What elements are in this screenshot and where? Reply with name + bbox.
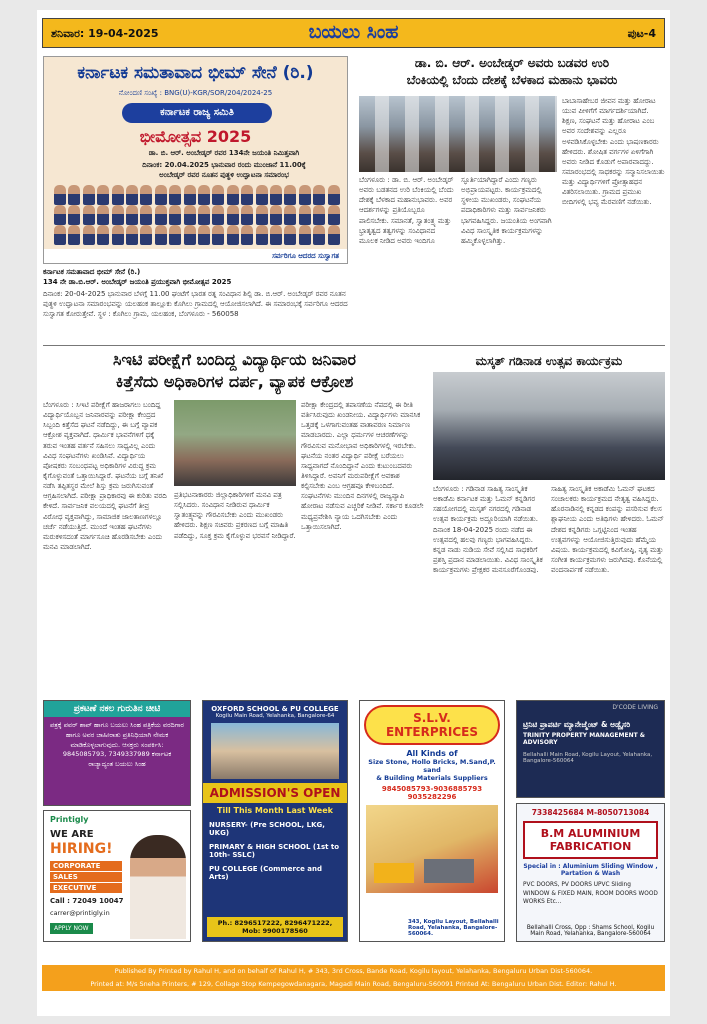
printigly-corporate: CORPORATE xyxy=(50,861,122,871)
poster-portrait xyxy=(227,185,239,205)
ad-id-card-notice xyxy=(43,700,191,806)
poster-portrait xyxy=(328,205,340,225)
poster-portrait xyxy=(112,185,124,205)
oxford-name: OXFORD SCHOOL & PU COLLEGE xyxy=(211,705,339,713)
story1-body: ದಿನಾಂಕ: 20-04-2025 ಭಾನುವಾರ ಬೆಳಗ್ಗೆ 11.00 ಘಂಟೆಗೆ ಭಾರತ ರತ್ನ ಸಂವಿಧಾನ ಶಿಲ್ಪಿ ಡಾ. ಬಿ.ಆರ್. ಅಂಬೇಡ್ಕರ್ ರವರ ನೂತನ ಪುತ್ಥಳಿ ಉದ್ಘಾಟನಾ ಸಮಾರಂಭವನ್ನು ಯಲಹಂಕ ತಾಲ್ಲೂಕು ಕೊಗಿಲು ಗ್ರಾಮದಲ್ಲಿ ಆಯೋಜಿಸಲಾಗಿದೆ. ಈ ಸಮಾರಂಭಕ್ಕೆ ಸರ್ವರಿಗೂ ಆದರದ ಸುಸ್ವಾಗತ ಕೋರುತ್ತೇವೆ. ಸ್ಥಳ : ಕೊಗಿಲು ಗ್ರಾಮ, ಯಲಹಂಕ, ಬೆಂಗಳೂರು - 560058 xyxy=(43,290,348,319)
poster-portrait xyxy=(155,225,167,245)
trinity-name-kannada: ಟ್ರಿನಿಟಿ ಪ್ರಾಪರ್ಟಿ ಮ್ಯಾನೇಜ್ಮೆಂಟ್ & ಅಡ್ವೈಸರಿ xyxy=(523,720,631,729)
poster-portrait xyxy=(184,205,196,225)
slv-suppliers: & Building Materials Suppliers xyxy=(376,774,488,782)
ad-oxford-school xyxy=(202,700,348,942)
story2-body-a: ಬೆಂಗಳೂರು : ಡಾ. ಬಿ. ಆರ್. ಅಂಬೇಡ್ಕರ್ ಅವರು ಬಡತನದ ಉರಿ ಬೆಂಕಿಯಲ್ಲಿ ಬೆಂದು ದೇಶಕ್ಕೆ ಬೆಳಕಾದ ಮಹಾನುಭಾವರು. ಅವರ ಆದರ್ಶಗಳನ್ನು ಪ್ರತಿಯೊಬ್ಬರೂ ಪಾಲಿಸಬೇಕು. ಸಮಾನತೆ, ಸ್ವಾತಂತ್ರ್ಯ ಮತ್ತು ಭ್ರಾತೃತ್ವದ ತತ್ವಗಳನ್ನು ಸಂವಿಧಾನದ ಮೂಲಕ ನೀಡಿದ ಅವರು ಇಂದಿಗೂ ಸ್ಫೂರ್ತಿಯಾಗಿದ್ದಾರೆ ಎಂದು ಗಣ್ಯರು ಅಭಿಪ್ರಾಯಪಟ್ಟರು. ಕಾರ್ಯಕ್ರಮದಲ್ಲಿ ಸ್ಥಳೀಯ ಮುಖಂಡರು, ಸಂಘಟನೆಯ ಪದಾಧಿಕಾರಿಗಳು ಮತ್ತು ಸಾರ್ವಜನಿಕರು ಭಾಗವಹಿಸಿದ್ದರು. ಜಯಂತಿಯ ಅಂಗವಾಗಿ ವಿವಿಧ ಸಾಂಸ್ಕೃತಿಕ ಕಾರ್ಯಕ್ರಮಗಳನ್ನು ಹಮ್ಮಿಕೊಳ್ಳಲಾಗಿತ್ತು. xyxy=(359,176,552,245)
poster-portrait xyxy=(212,205,224,225)
poster-portrait xyxy=(198,225,210,245)
poster-portrait xyxy=(155,185,167,205)
story4-body-b: ಸಾಹಿತ್ಯ ಸಾಂಸ್ಕೃತಿಕ ಅಕಾಡೆಮಿ ಓಮನ್ ಘಟಕದ ಸಂಚಾಲಕರು ಕಾರ್ಯಕ್ರಮದ ನೇತೃತ್ವ ವಹಿಸಿದ್ದರು. ಹೊರನಾಡಿನಲ್ಲಿ ಕನ್ನಡದ ಕಂಪನ್ನು ಪಸರಿಸುವ ಕೆಲಸ ಶ್ಲಾಘನೀಯ ಎಂದು ಅತಿಥಿಗಳು ಹೇಳಿದರು. ಓಮನ್ ದೇಶದ ಕನ್ನಡಿಗರು ಒಗ್ಗಟ್ಟಿನಿಂದ ಇಂತಹ ಉತ್ಸವಗಳನ್ನು ಆಯೋಜಿಸುತ್ತಿರುವುದು ಹೆಮ್ಮೆಯ ವಿಷಯ. ಕಾರ್ಯಕ್ರಮದಲ್ಲಿ ಕವಿಗೋಷ್ಠಿ, ನೃತ್ಯ ಮತ್ತು ಸಂಗೀತ ಕಾರ್ಯಕ್ರಮಗಳು ಜರುಗಿದವು. ಕೊನೆಯಲ್ಲಿ ವಂದನಾರ್ಪಣೆ ನಡೆಯಿತು. xyxy=(551,485,664,575)
trinity-name: TRINITY PROPERTY MANAGEMENT & ADVISORY xyxy=(523,732,646,746)
section-divider xyxy=(43,345,665,346)
poster-portrait xyxy=(313,185,325,205)
printigly-logo: Printigly xyxy=(50,815,89,824)
poster-portrait xyxy=(83,205,95,225)
story4-headline: ಮಸ್ಕತ್ ಗಡಿನಾಡ ಉತ್ಸವ ಕಾರ್ಯಕ್ರಮ xyxy=(475,354,623,368)
story3-headline-2: ಕಿತ್ತೆಸೆದು ಅಧಿಕಾರಿಗಳ ದರ್ಪ, ವ್ಯಾಪಕ ಆಕ್ರೋಶ xyxy=(115,372,354,391)
poster-portrait xyxy=(313,205,325,225)
poster-portrait xyxy=(284,225,296,245)
poster-portrait xyxy=(126,205,138,225)
story2-photo xyxy=(359,96,557,172)
story3-headline-1: ಸಿಇಟಿ ಪರೀಕ್ಷೆಗೆ ಬಂದಿದ್ದ ವಿದ್ಯಾರ್ಥಿಯ ಜನಿವಾರ xyxy=(113,350,356,369)
poster-portrait xyxy=(198,185,210,205)
bm-phones: 7338425684 M-8050713084 xyxy=(531,808,650,817)
poster-festival-title: ಭೀಮೋತ್ಸವ 2025 xyxy=(139,127,252,146)
ad-id-card-title: ಪ್ರಕಟಣೆ ನಕಲ ಗುರುತಿನ ಚೀಟಿ xyxy=(44,701,190,717)
printigly-sales: SALES xyxy=(50,872,122,882)
poster-portrait xyxy=(270,225,282,245)
poster-portrait xyxy=(328,185,340,205)
poster-portrait xyxy=(241,205,253,225)
story3-body-b: ಪ್ರತಿಭಟನಾಕಾರರು ಜಿಲ್ಲಾಧಿಕಾರಿಗಳಿಗೆ ಮನವಿ ಪತ್ರ ಸಲ್ಲಿಸಿದರು. ಸಂವಿಧಾನ ನೀಡಿರುವ ಧಾರ್ಮಿಕ ಸ್ವಾತಂತ್ರ್ಯವನ್ನು ಗೌರವಿಸಬೇಕು ಎಂದು ಮುಖಂಡರು ಹೇಳಿದರು. ಶಿಕ್ಷಣ ಸಚಿವರು ಪ್ರಕರಣದ ಬಗ್ಗೆ ಮಾಹಿತಿ ಪಡೆದಿದ್ದು, ಸೂಕ್ತ ಕ್ರಮ ಕೈಗೊಳ್ಳುವ ಭರವಸೆ ನೀಡಿದ್ದಾರೆ. xyxy=(174,491,296,540)
imprint-line-2: Printed at: M/s Sneha Printers, # 129, Collage Stop Kempegowdanagara, Magadi Main Road, Bengaluru-560091 Printed At: Bengaluru Urban Dist. Editor: Rahul H. xyxy=(90,980,617,988)
slv-name: S.L.V. ENTERPRICES xyxy=(364,705,500,745)
poster-portrait xyxy=(198,205,210,225)
poster-portrait xyxy=(313,225,325,245)
poster-portrait xyxy=(83,185,95,205)
story4-body-a: ಬೆಂಗಳೂರು : ಗಡಿನಾಡ ಸಾಹಿತ್ಯ ಸಾಂಸ್ಕೃತಿಕ ಅಕಾಡೆಮಿ ಕರ್ನಾಟಕ ಮತ್ತು ಓಮನ್ ಕನ್ನಡಿಗರ ಸಹಯೋಗದಲ್ಲಿ ಮಸ್ಕತ್ ನಗರದಲ್ಲಿ ಗಡಿನಾಡ ಉತ್ಸವ ಕಾರ್ಯಕ್ರಮ ಅದ್ದೂರಿಯಾಗಿ ನಡೆಯಿತು. ದಿನಾಂಕ 18-04-2025 ರಂದು ನಡೆದ ಈ ಉತ್ಸವದಲ್ಲಿ ಹಲವು ಗಣ್ಯರು ಭಾಗವಹಿಸಿದ್ದರು. ಕನ್ನಡ ನಾಡು ನುಡಿಯ ಸೇವೆ ಸಲ್ಲಿಸಿದ ಸಾಧಕರಿಗೆ ಪ್ರಶಸ್ತಿ ಪ್ರದಾನ ಮಾಡಲಾಯಿತು. ವಿವಿಧ ಸಾಂಸ್ಕೃತಿಕ ಕಾರ್ಯಕ್ರಮಗಳು ಪ್ರೇಕ್ಷಕರ ಮನಸೂರೆಗೊಂಡವು. xyxy=(433,485,543,575)
oxford-pu: PU COLLEGE (Commerce and Arts) xyxy=(209,865,322,881)
poster-portrait xyxy=(140,205,152,225)
poster-state-committee: ಕರ್ನಾಟಕ ರಾಜ್ಯ ಸಮಿತಿ xyxy=(122,103,272,123)
imprint-footer xyxy=(42,965,665,991)
ad-bm-aluminium xyxy=(516,803,665,942)
ad-slv-enterprices xyxy=(359,700,505,942)
poster-portrait xyxy=(126,185,138,205)
poster-portrait xyxy=(68,225,80,245)
poster-portrait xyxy=(169,225,181,245)
poster-portrait xyxy=(328,225,340,245)
poster-portrait xyxy=(97,225,109,245)
poster-portrait xyxy=(97,205,109,225)
poster-portrait xyxy=(97,185,109,205)
poster-portrait xyxy=(68,205,80,225)
poster-portrait xyxy=(184,225,196,245)
story3-photo xyxy=(174,400,296,486)
slv-phones: 9845085793-9036885793 xyxy=(381,785,483,793)
ad-id-card-body: ಪತ್ರಕ್ಕೆ ಪವರ್ ಶಾಪ್ ಹಾಗೂ ಬಯಲು ಸಿಂಹ ಪತ್ರಿಕೆಯ ವರದಿಗಾರ ಹಾಗೂ ಅವರ ಜಾಹೀರಾತು ಪ್ರತಿನಿಧಿಯಾಗಿ ನೇಮಕ ಮಾಡಿಕೊಳ್ಳಲಾಗುವುದು. ಆಸಕ್ತರು ಸಂಪರ್ಕಿಸಿ: 9845085793, 7349337989 ಕರ್ನಾಟಕ ರಾಜ್ಯಾದ್ಯಂತ ಬಯಲು ಸಿಂಹ xyxy=(50,721,184,768)
story2-headline-1: ಡಾ. ಬಿ. ಆರ್. ಅಂಬೇಡ್ಕರ್ ಅವರು ಬಡವರ ಉರಿ xyxy=(414,56,610,70)
newspaper-page xyxy=(37,10,670,1016)
oxford-nursery: NURSERY- (Pre SCHOOL, LKG, UKG) xyxy=(209,821,325,837)
poster-portrait xyxy=(299,185,311,205)
bm-items: PVC DOORS, PV DOORS UPVC Sliding WINDOW & FIXED MAIN, ROOM DOORS WOOD WORKS Etc... xyxy=(523,882,658,906)
poster-portrait xyxy=(256,225,268,245)
oxford-building-photo xyxy=(211,723,339,779)
masthead xyxy=(42,18,665,48)
printigly-email: carrer@printigly.in xyxy=(50,909,110,917)
poster-portrait xyxy=(284,205,296,225)
poster-portrait xyxy=(54,205,66,225)
oxford-phone: Ph.: 8296517222, 8296471222, xyxy=(217,919,333,927)
printigly-we-are: WE ARE xyxy=(50,829,94,840)
poster-portrait xyxy=(256,185,268,205)
slv-truck-image xyxy=(366,805,498,893)
poster-portrait xyxy=(227,205,239,225)
poster-portrait xyxy=(184,185,196,205)
poster-portrait xyxy=(155,205,167,225)
story2-headline-2: ಬೆಂಕಿಯಲ್ಲಿ ಬೆಂದು ದೇಶಕ್ಕೆ ಬೆಳಕಾದ ಮಹಾನು ಭಾವರು xyxy=(406,73,618,87)
poster-org-name: ಕರ್ನಾಟಕ ಸಮತಾವಾದ ಭೀಮ್ ಸೇನೆ (ರಿ.) xyxy=(77,63,314,83)
poster-portrait xyxy=(227,225,239,245)
poster-portrait xyxy=(241,185,253,205)
story3-body-a: ಬೆಂಗಳೂರು : ಸಿಇಟಿ ಪರೀಕ್ಷೆಗೆ ಹಾಜರಾಗಲು ಬಂದಿದ್ದ ವಿದ್ಯಾರ್ಥಿಯೊಬ್ಬನ ಜನಿವಾರವನ್ನು ಪರೀಕ್ಷಾ ಕೇಂದ್ರದ ಸಿಬ್ಬಂದಿ ಕಿತ್ತೆಸೆದ ಘಟನೆ ನಡೆದಿದ್ದು, ಈ ಬಗ್ಗೆ ವ್ಯಾಪಕ ಆಕ್ರೋಶ ವ್ಯಕ್ತವಾಗಿದೆ. ಧಾರ್ಮಿಕ ಭಾವನೆಗಳಿಗೆ ಧಕ್ಕೆ ತರುವ ಇಂತಹ ವರ್ತನೆ ಸಹಿಸಲು ಸಾಧ್ಯವಿಲ್ಲ ಎಂದು ವಿವಿಧ ಸಂಘಟನೆಗಳು ಖಂಡಿಸಿವೆ. ವಿದ್ಯಾರ್ಥಿಯ ಪೋಷಕರು ಸಂಬಂಧಪಟ್ಟ ಅಧಿಕಾರಿಗಳ ವಿರುದ್ಧ ಕ್ರಮ ಕೈಗೊಳ್ಳುವಂತೆ ಒತ್ತಾಯಿಸಿದ್ದಾರೆ. ಘಟನೆಯ ಬಗ್ಗೆ ತನಿಖೆ ನಡೆಸಿ ತಪ್ಪಿತಸ್ಥರ ಮೇಲೆ ಶಿಸ್ತು ಕ್ರಮ ಜರುಗಿಸುವಂತೆ ಆಗ್ರಹಿಸಲಾಗಿದೆ. ಪರೀಕ್ಷಾ ಪ್ರಾಧಿಕಾರವು ಈ ಕುರಿತು ವರದಿ ಕೇಳಿದೆ. ಸಾರ್ವಜನಿಕ ವಲಯದಲ್ಲಿ ಘಟನೆಗೆ ತೀವ್ರ ವಿರೋಧ ವ್ಯಕ್ತವಾಗಿದ್ದು, ಸಾಮಾಜಿಕ ಜಾಲತಾಣಗಳಲ್ಲೂ ಚರ್ಚೆ ನಡೆಯುತ್ತಿದೆ. ಮುಂದೆ ಇಂತಹ ಘಟನೆಗಳು ಮರುಕಳಿಸದಂತೆ ಮಾರ್ಗಸೂಚಿ ಹೊರಡಿಸಬೇಕು ಎಂದು ಮನವಿ ಮಾಡಲಾಗಿದೆ. xyxy=(43,401,167,551)
poster-portrait xyxy=(299,225,311,245)
newspaper-title: ಬಯಲು ಸಿಂಹ xyxy=(308,21,399,43)
poster-portrait xyxy=(169,185,181,205)
slv-address: 343, Kogilu Layout, Bellahalli Road, Yelahanka, Bangalore-560064. xyxy=(408,919,499,937)
poster-portrait xyxy=(284,185,296,205)
slv-all-kinds: All Kinds of xyxy=(406,749,458,758)
poster-portrait xyxy=(112,225,124,245)
imprint-line-1: Published By Printed by Rahul H, and on behalf of Rahul H, # 343, 3rd Cross, Bande Road, Kogilu layout, Yelahanka, Bengaluru Urban Dist-560064. xyxy=(114,967,593,975)
issue-date: ಶನಿವಾರ: 19-04-2025 xyxy=(51,27,159,40)
ad-printigly xyxy=(43,810,191,942)
poster-portrait xyxy=(270,205,282,225)
slv-materials: Size Stone, Hollo Bricks, M.Sand,P. sand xyxy=(368,758,496,774)
oxford-primary: PRIMARY & HIGH SCHOOL (1st to 10th- SSLC) xyxy=(209,843,340,859)
poster-portrait xyxy=(212,185,224,205)
printigly-apply-button: APPLY NOW xyxy=(50,923,93,934)
story4-photo xyxy=(433,372,665,480)
printigly-hiring: HIRING! xyxy=(50,841,113,857)
oxford-address: Kogilu Main Road, Yelahanka, Bangalore-64 xyxy=(215,713,335,719)
poster-portrait xyxy=(270,185,282,205)
poster-portrait xyxy=(68,185,80,205)
poster-portrait xyxy=(140,185,152,205)
story1-caption: ಕರ್ನಾಟಕ ಸಮತಾವಾದ ಭೀಮ್ ಸೇನೆ (ರಿ.) xyxy=(43,268,141,276)
page-number: ಪುಟ-4 xyxy=(627,27,656,40)
printigly-phone: Call : 72049 10047 xyxy=(50,897,124,905)
poster-portrait xyxy=(54,225,66,245)
story2-body-b: ಬಾಬಾಸಾಹೇಬರ ಜೀವನ ಮತ್ತು ಹೋರಾಟ ಯುವ ಪೀಳಿಗೆಗೆ ಮಾರ್ಗದರ್ಶಿಯಾಗಿದೆ. ಶಿಕ್ಷಣ, ಸಂಘಟನೆ ಮತ್ತು ಹೋರಾಟ ಎಂಬ ಅವರ ಸಂದೇಶವನ್ನು ಎಲ್ಲರೂ ಅಳವಡಿಸಿಕೊಳ್ಳಬೇಕು ಎಂದು ಭಾಷಣಕಾರರು ಹೇಳಿದರು. ಶೋಷಿತ ವರ್ಗಗಳ ಏಳಿಗೆಗಾಗಿ ಅವರು ನೀಡಿದ ಕೊಡುಗೆ ಅಪಾರವಾದದ್ದು. ಸಮಾರಂಭದಲ್ಲಿ ಸಾಧಕರನ್ನು ಸನ್ಮಾನಿಸಲಾಯಿತು ಮತ್ತು ವಿದ್ಯಾರ್ಥಿಗಳಿಗೆ ಪ್ರೋತ್ಸಾಹಧನ ವಿತರಿಸಲಾಯಿತು. ಗ್ರಾಮದ ಪ್ರಮುಖ ಬೀದಿಗಳಲ್ಲಿ ಭವ್ಯ ಮೆರವಣಿಗೆ ನಡೆಯಿತು. xyxy=(562,97,665,207)
poster-subtitle: ಡಾ. ಬಿ. ಆರ್. ಅಂಬೇಡ್ಕರ್ ರವರ 134ನೇ ಜಯಂತಿ ನಿಮಿತ್ತವಾಗಿ xyxy=(148,149,300,157)
poster-portrait xyxy=(299,205,311,225)
poster-portrait xyxy=(256,205,268,225)
story3-body-c: ಪರೀಕ್ಷಾ ಕೇಂದ್ರದಲ್ಲಿ ತಪಾಸಣೆಯ ನೆಪದಲ್ಲಿ ಈ ರೀತಿ ವರ್ತಿಸಿರುವುದು ಖಂಡನೀಯ. ವಿದ್ಯಾರ್ಥಿಗಳು ಮಾನಸಿಕ ಒತ್ತಡಕ್ಕೆ ಒಳಗಾಗುವಂತಹ ವಾತಾವರಣ ನಿರ್ಮಾಣ ಮಾಡಬಾರದು. ಎಲ್ಲಾ ಧರ್ಮಗಳ ಆಚರಣೆಗಳನ್ನು ಗೌರವಿಸುವ ಮನೋಭಾವ ಅಧಿಕಾರಿಗಳಲ್ಲಿ ಇರಬೇಕು. ಘಟನೆಯ ನಂತರ ವಿದ್ಯಾರ್ಥಿ ಪರೀಕ್ಷೆ ಬರೆಯಲು ಸಾಧ್ಯವಾಗದೆ ನೊಂದಿದ್ದಾನೆ ಎಂದು ಕುಟುಂಬದವರು ತಿಳಿಸಿದ್ದಾರೆ. ಅವನಿಗೆ ಮರುಪರೀಕ್ಷೆಗೆ ಅವಕಾಶ ಕಲ್ಪಿಸಬೇಕು ಎಂಬ ಆಗ್ರಹವೂ ಕೇಳಿಬಂದಿದೆ. ಸಂಘಟನೆಗಳು ಮುಂದಿನ ದಿನಗಳಲ್ಲಿ ರಾಜ್ಯವ್ಯಾಪಿ ಹೋರಾಟ ನಡೆಸುವ ಎಚ್ಚರಿಕೆ ನೀಡಿವೆ. ಸರ್ಕಾರ ಕೂಡಲೇ ಮಧ್ಯಪ್ರವೇಶಿಸಿ ನ್ಯಾಯ ಒದಗಿಸಬೇಕು ಎಂದು ಒತ್ತಾಯಿಸಲಾಗಿದೆ. xyxy=(301,401,424,531)
poster-portraits xyxy=(54,185,344,245)
story1-caption2: 134 ನೇ ಡಾ.ಬಿ.ಆರ್. ಅಂಬೇಡ್ಕರ್ ಜಯಂತಿ ಪ್ರಯುಕ್ತವಾಗಿ ಭೀಮೋತ್ಸವ 2025 xyxy=(43,278,232,286)
printigly-executive: EXECUTIVE xyxy=(50,883,122,893)
poster-welcome: ಸರ್ವರಿಗೂ ಆದರದ ಸುಸ್ವಾಗತ xyxy=(44,249,347,263)
trinity-brand: D'CODE LIVING xyxy=(612,704,658,711)
slv-phone-2: 9035282296 xyxy=(407,793,457,801)
printigly-person-image xyxy=(130,835,186,939)
ad-trinity-property xyxy=(516,700,665,798)
oxford-admission: ADMISSION'S OPEN xyxy=(203,783,347,803)
oxford-till: Till This Month Last Week xyxy=(217,806,333,815)
bm-address: Bellahalli Cross, Opp : Shams School, Kogilu Main Road, Yelahanka, Bangalore-560064 xyxy=(526,925,655,937)
bheemotsava-poster xyxy=(43,56,348,264)
bm-name: B.M ALUMINIUM FABRICATION xyxy=(523,821,658,859)
poster-registration: ನೋಂದಣಿ ಸಂಖ್ಯೆ : BNG(U)-KGR/SOR/204/2024-25 xyxy=(118,89,273,97)
poster-portrait xyxy=(54,185,66,205)
poster-portrait xyxy=(212,225,224,245)
poster-date: ದಿನಾಂಕ: 20.04.2025 ಭಾನುವಾರ ರಂದು ಮುಂಜಾನೆ 11.00ಕ್ಕೆ xyxy=(142,161,306,169)
poster-portrait xyxy=(126,225,138,245)
poster-portrait xyxy=(140,225,152,245)
trinity-address: Bellahalli Main Road, Kogilu Layout, Yelahanka, Bangalore-560064 xyxy=(523,752,653,764)
poster-event: ಅಂಬೇಡ್ಕರ್ ರವರ ನೂತನ ಪುತ್ಥಳಿ ಉದ್ಘಾಟನಾ ಸಮಾರಂಭ xyxy=(159,171,289,179)
poster-portrait xyxy=(241,225,253,245)
poster-portrait xyxy=(83,225,95,245)
bm-special: Special in : Aluminium Sliding Window , Partation & Wash xyxy=(523,863,658,877)
poster-portrait xyxy=(112,205,124,225)
oxford-mobile: Mob: 9900178560 xyxy=(242,927,308,935)
poster-portrait xyxy=(169,205,181,225)
